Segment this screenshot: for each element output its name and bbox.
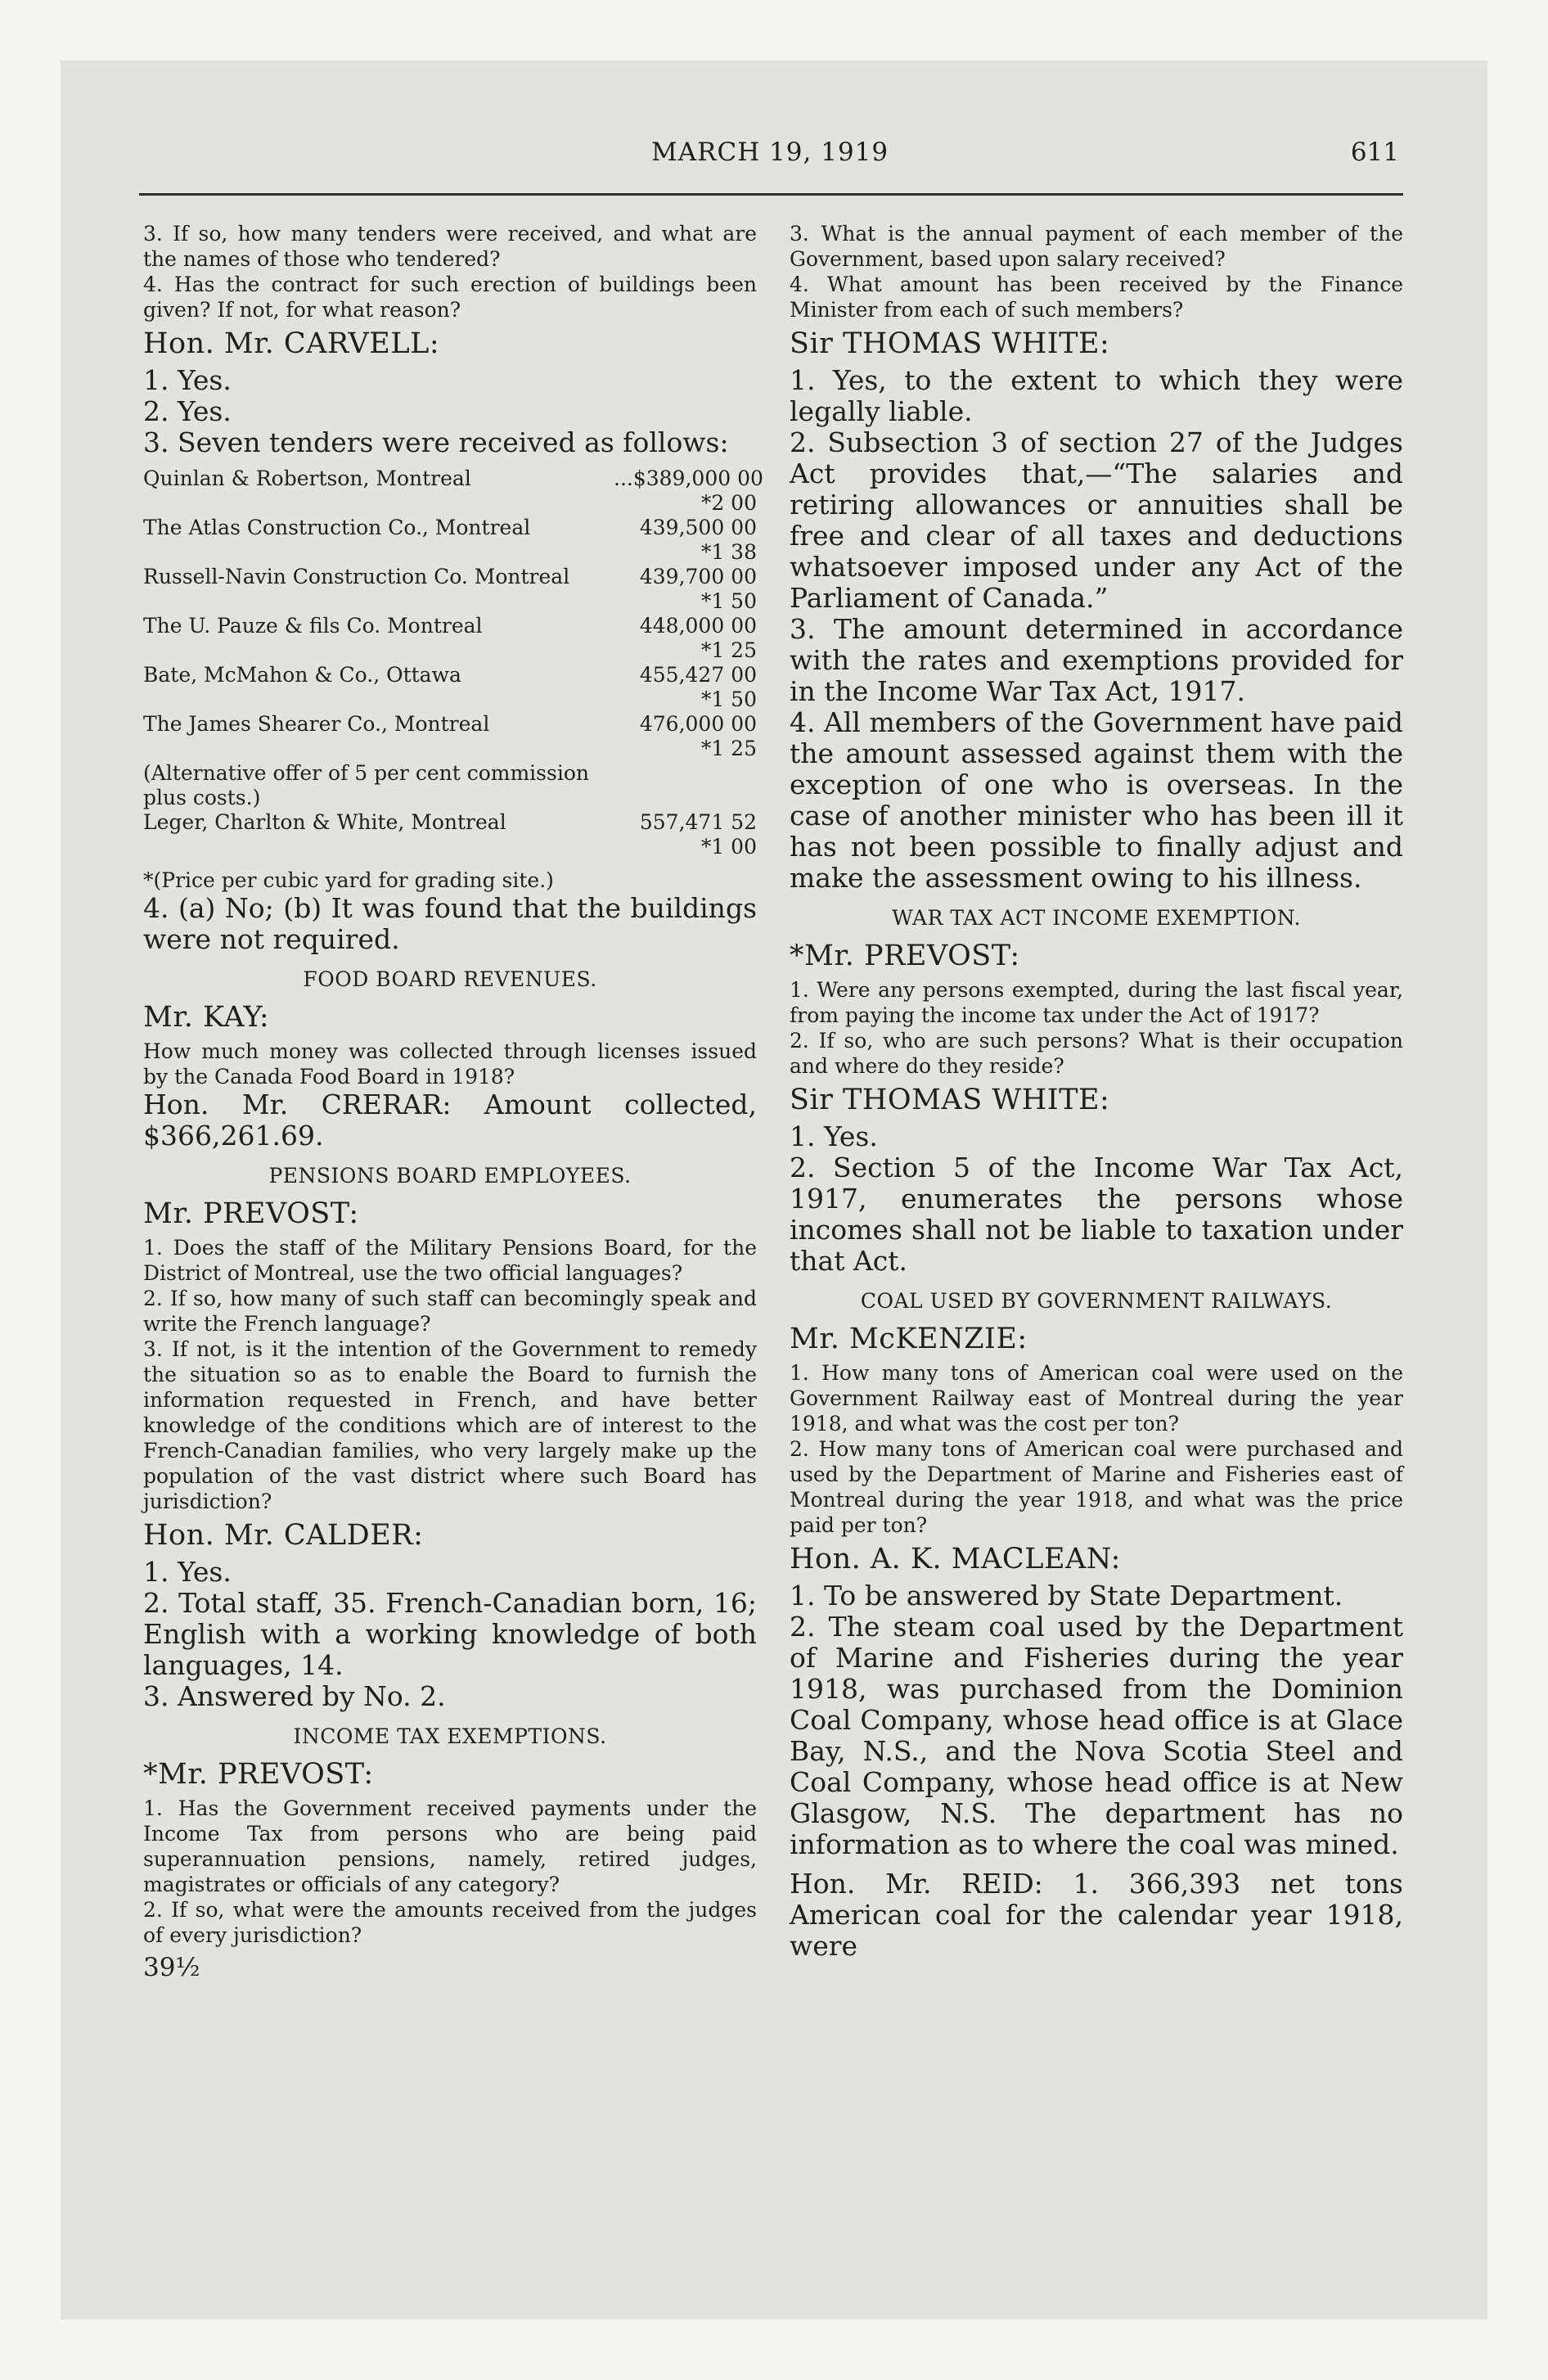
page-header — [139, 137, 1399, 177]
right-column — [790, 221, 1403, 1962]
pensions-answer-3: 3. Answered by No. 2. — [143, 1680, 446, 1712]
pensions-question-3: 3. If not, is it the intention of the Government to remedy the situation so as to enable the Board to furnish the information requested in French, and have better knowledge of the conditions which are of interest to the French-Canadian families, who very largely make up the population of the vast district where such Board has jurisdiction? — [143, 1337, 757, 1513]
coal-answer-2: 2. The steam coal used by the Department of Marine and Fisheries during the year 1918, was purchased from the Dominion Coal Company, whose head office is at Glace Bay, N.S., and the Nova Scotia Steel and Coal Company, whose head office is at New Glasgow, N.S. The department has no information as to where the coal was mined. — [790, 1611, 1403, 1860]
page-number: 611 — [1350, 137, 1399, 167]
header-rule — [139, 193, 1403, 196]
white-answer-4: 4. All members of the Government have paid the amount assessed against them with the exception of one who is overseas. In the case of another minister who has been ill it has not been possible to finally adjust and make the assessment owing to his illness. — [790, 706, 1403, 894]
tender-rate: *2 00 — [700, 491, 757, 515]
question-4-amount: 4. What amount has been received by the Finance Minister from each of such members? — [790, 273, 1403, 322]
question-3-salary: 3. What is the annual payment of each member of the Government, based upon salary received? — [790, 222, 1403, 271]
speaker-white: Sir THOMAS WHITE: — [790, 327, 1110, 360]
speaker-prevost-3: *Mr. PREVOST: — [790, 940, 1020, 972]
price-footnote: *(Price per cubic yard for grading site.) — [143, 868, 554, 892]
white-answer-3: 3. The amount determined in accordance with the rates and exemptions provided for in the Income War Tax Act, 1917. — [790, 613, 1403, 707]
pensions-question-1: 1. Does the staff of the Military Pensions Board, for the District of Montreal, use the two official languages? — [143, 1236, 757, 1285]
white-answer-2: 2. Subsection 3 of section 27 of the Judges Act provides that,—“The salaries and retiring allowances or annuities shall be free and clear of all taxes and deductions whatsoever imposed under any Act of the Parliament of Canada.” — [790, 426, 1403, 614]
tender-row: Quinlan & Robertson, Montreal ...$389,000 00 — [143, 467, 763, 490]
white-answer-1: 1. Yes, to the extent to which they were legally liable. — [790, 364, 1403, 427]
reid-answer: Hon. Mr. REID: 1. 366,393 net tons American coal for the calendar year 1918, were — [790, 1868, 1403, 1962]
tender-row: The U. Pauze & fils Co. Montreal 448,000 00 — [143, 614, 757, 638]
heading-food-board: FOOD BOARD REVENUES. — [303, 967, 597, 991]
tender-row: Leger, Charlton & White, Montreal 557,471 52 — [143, 810, 757, 834]
tender-row: The James Shearer Co., Montreal 476,000 00 — [143, 712, 757, 736]
tender-rate: *1 25 — [700, 737, 757, 760]
pensions-answer-1: 1. Yes. — [143, 1556, 232, 1588]
war-tax-answer-1: 1. Yes. — [790, 1120, 878, 1152]
signature-mark: 39½ — [143, 1953, 200, 1982]
question-food-licences: How much money was collected through licenses issued by the Canada Food Board in 1918? — [143, 1039, 757, 1089]
left-column — [143, 221, 763, 2008]
tender-row: Bate, McMahon & Co., Ottawa 455,427 00 — [143, 663, 757, 687]
coal-answer-1: 1. To be answered by State Department. — [790, 1580, 1343, 1611]
pensions-question-2: 2. If so, how many of such staff can becomingly speak and write the French language? — [143, 1287, 757, 1336]
income-question-2: 2. If so, what were the amounts received from the judges of every jurisdiction? — [143, 1898, 757, 1947]
tender-list — [143, 467, 763, 859]
answer-4: 4. (a) No; (b) It was found that the buildings were not required. — [143, 892, 757, 955]
tender-rate: *1 50 — [700, 687, 757, 711]
tender-rate: *1 50 — [700, 589, 757, 613]
tender-row: The Atlas Construction Co., Montreal 439,500 00 — [143, 516, 757, 539]
heading-war-tax: WAR TAX ACT INCOME EXEMPTION. — [892, 906, 1301, 930]
pensions-answer-2: 2. Total staff, 35. French-Canadian born, 16; English with a working knowledge of both languages, 14. — [143, 1587, 757, 1681]
coal-question-2: 2. How many tons of American coal were purchased and used by the Department of Marine and Fisheries east of Montreal during the year 1918, and what was the price paid per ton? — [790, 1437, 1403, 1537]
speaker-white-2: Sir THOMAS WHITE: — [790, 1084, 1110, 1116]
speaker-prevost-2: *Mr. PREVOST: — [143, 1758, 374, 1791]
coal-question-1: 1. How many tons of American coal were used on the Government Railway east of Montreal during the year 1918, and what was the cost per ton? — [790, 1361, 1403, 1436]
tender-rate: *1 00 — [700, 835, 757, 859]
speaker-mckenzie: Mr. McKENZIE: — [790, 1323, 1028, 1355]
page-date: MARCH 19, 1919 — [651, 137, 889, 167]
speaker-maclean: Hon. A. K. MACLEAN: — [790, 1543, 1121, 1575]
answer-3: 3. Seven tenders were received as follows: — [143, 426, 729, 458]
speaker-calder: Hon. Mr. CALDER: — [143, 1519, 424, 1552]
tender-note: (Alternative offer of 5 per cent commission plus costs.) — [143, 761, 589, 809]
tender-row: Russell-Navin Construction Co. Montreal 439,700 00 — [143, 565, 757, 588]
question-3: 3. If so, how many tenders were received, and what are the names of those who tendered? — [143, 222, 757, 271]
war-tax-answer-2: 2. Section 5 of the Income War Tax Act, 1917, enumerates the persons whose incomes shall not be liable to taxation under that Act. — [790, 1152, 1403, 1277]
heading-pensions-board: PENSIONS BOARD EMPLOYEES. — [268, 1164, 632, 1188]
speaker-carvell: Hon. Mr. CARVELL: — [143, 327, 440, 360]
speaker-prevost: Mr. PREVOST: — [143, 1197, 359, 1230]
question-4: 4. Has the contract for such erection of buildings been given? If not, for what reason? — [143, 273, 757, 322]
answer-1: 1. Yes. — [143, 364, 232, 396]
tender-rate: *1 25 — [700, 638, 757, 662]
war-tax-question-2: 2. If so, who are such persons? What is their occupation and where do they reside? — [790, 1029, 1403, 1078]
answer-crerar: Hon. Mr. CRERAR: Amount collected, $366,261.69. — [143, 1089, 757, 1152]
war-tax-question-1: 1. Were any persons exempted, during the last fiscal year, from paying the income tax under the Act of 1917? — [790, 978, 1403, 1027]
heading-income-tax-exemptions: INCOME TAX EXEMPTIONS. — [293, 1724, 607, 1748]
tender-rate: *1 38 — [700, 540, 757, 564]
speaker-kay: Mr. KAY: — [143, 1001, 270, 1034]
income-question-1: 1. Has the Government received payments under the Income Tax from persons who are being paid superannuation pensions, namely, retired judges, magistrates or officials of any category? — [143, 1796, 757, 1896]
heading-coal-railways: COAL USED BY GOVERNMENT RAILWAYS. — [860, 1289, 1333, 1313]
answer-2: 2. Yes. — [143, 395, 232, 427]
